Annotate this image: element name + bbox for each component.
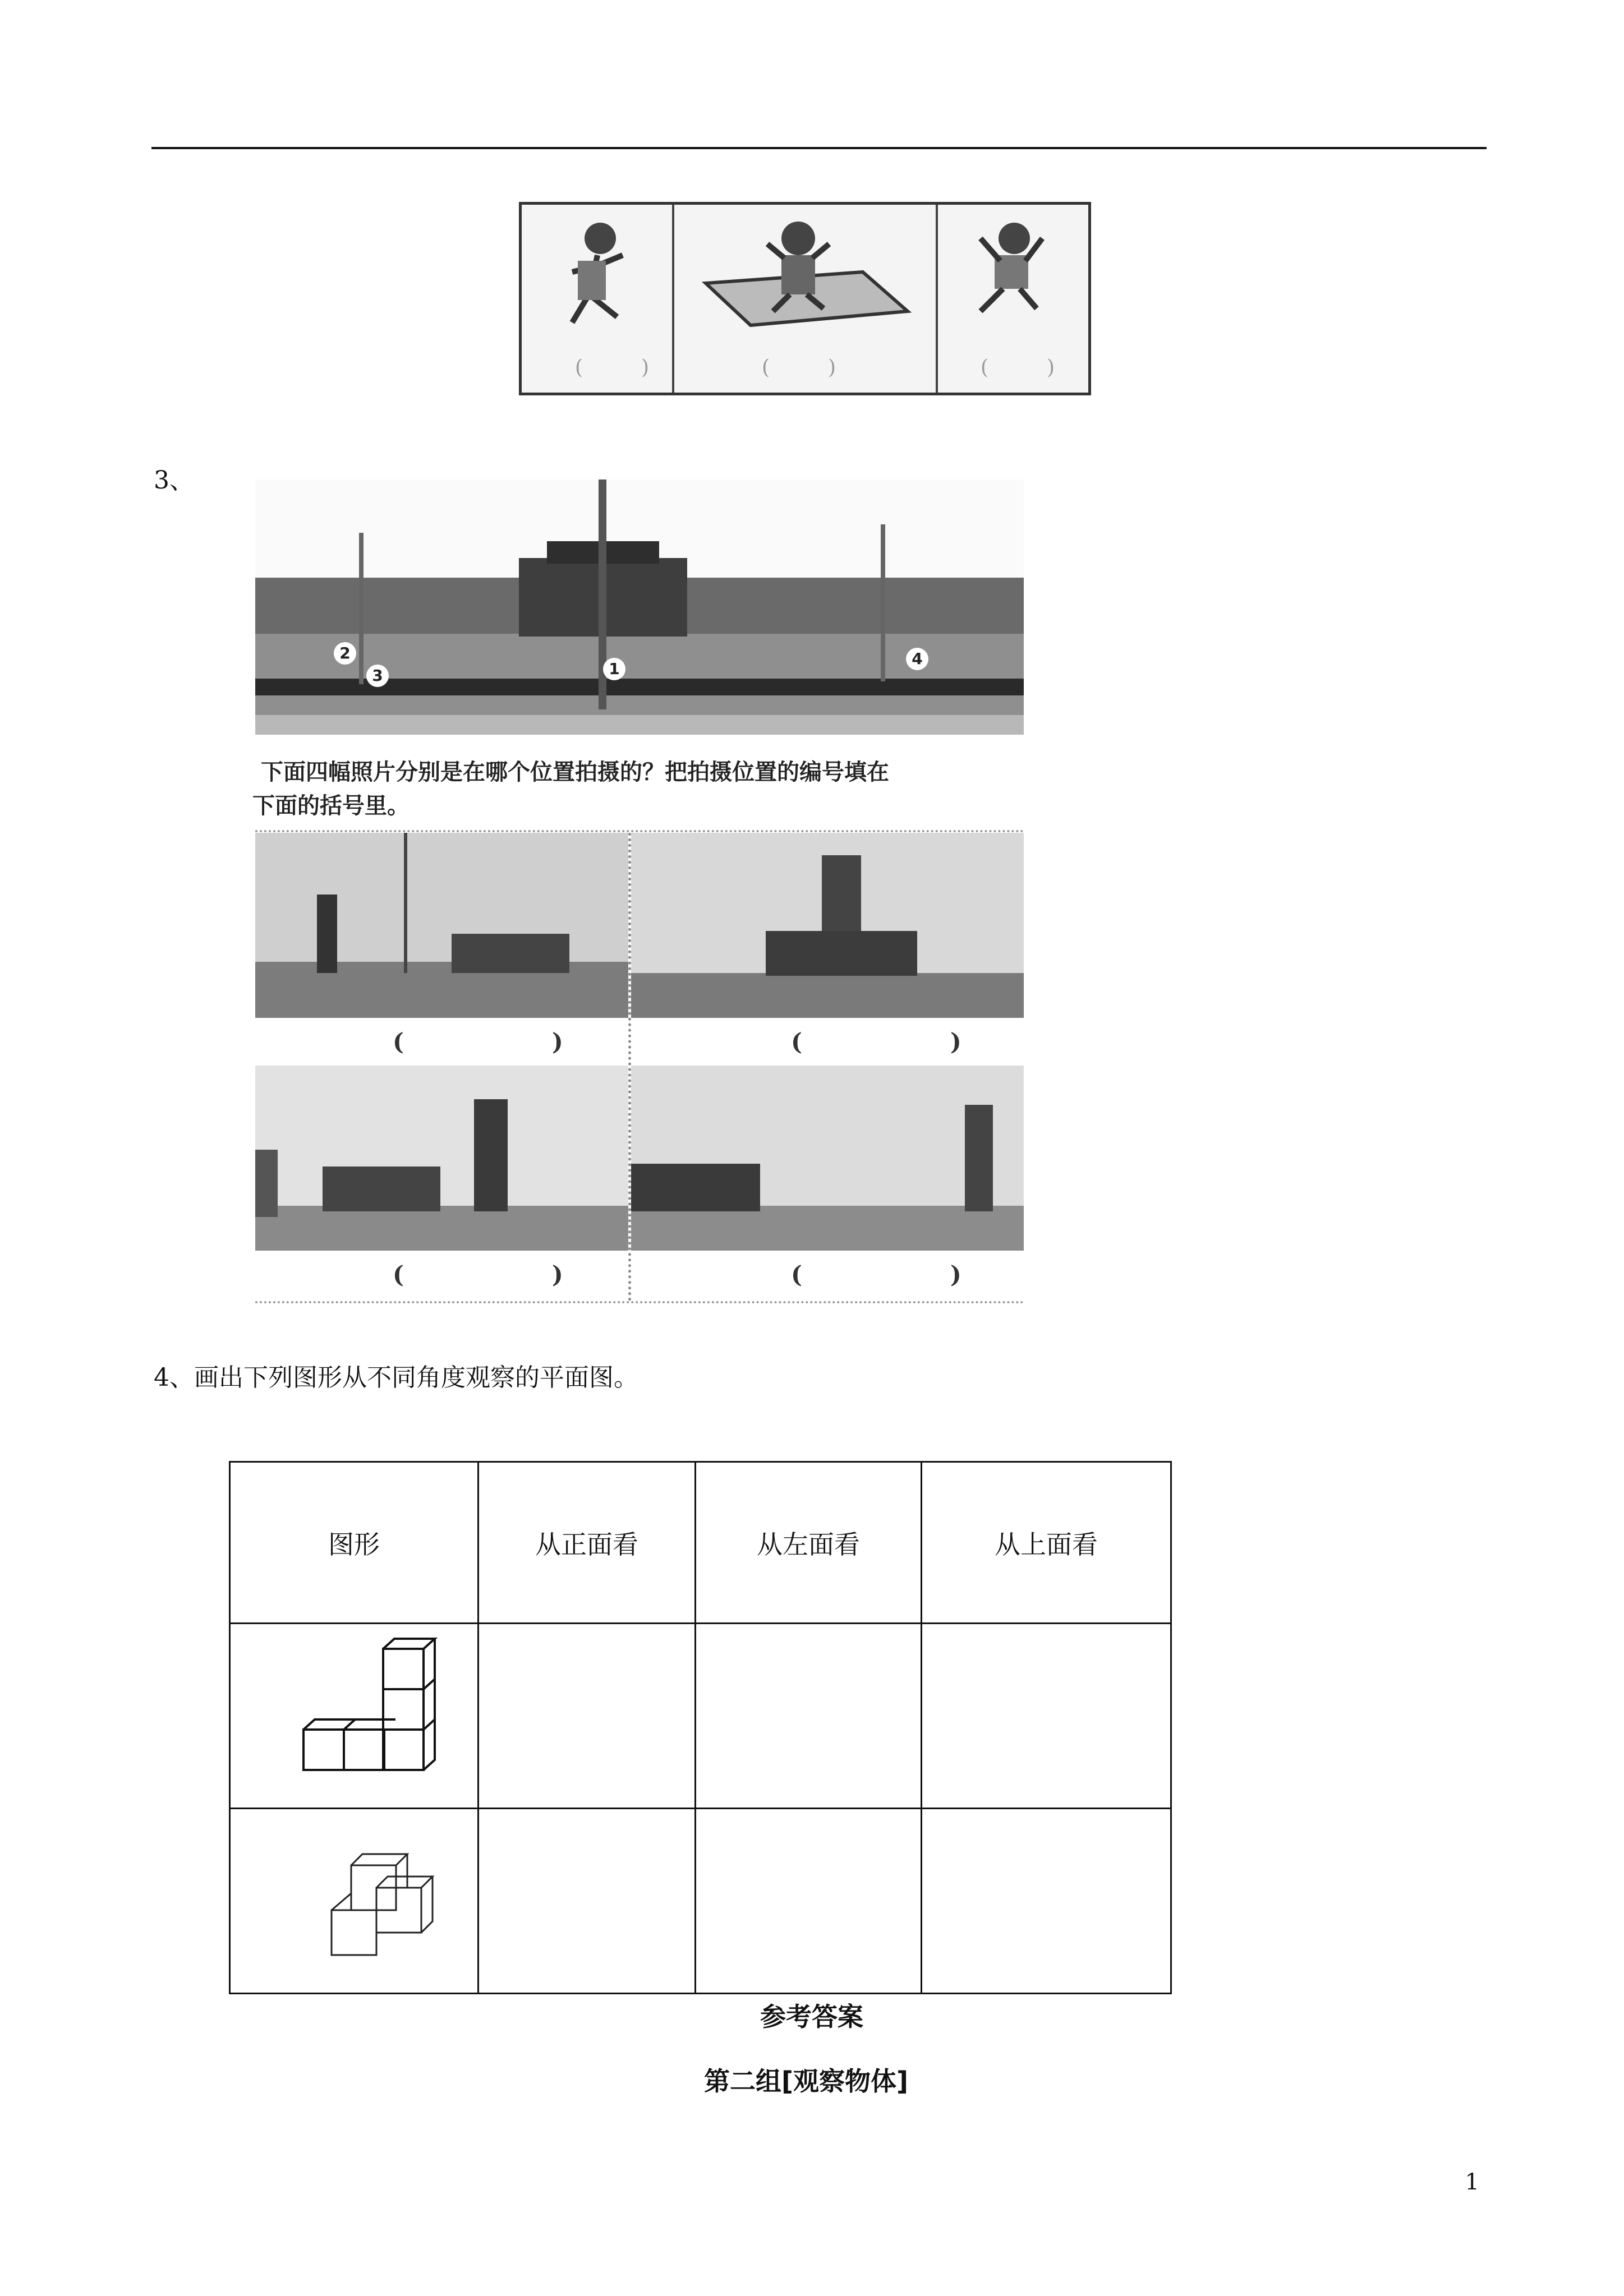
views-table [229,1461,1172,1994]
cube-stack-shape-1 [231,1624,477,1801]
shape-2-top-answer[interactable] [922,1809,1171,1994]
jump-mat-panel [672,205,938,393]
photo-d-paren: ( ) [791,1261,995,1288]
square-overview-photo [255,480,1024,735]
shape-1-top-answer[interactable] [922,1624,1171,1809]
question3-instruction-line2: 下面的括号里。 [252,793,410,819]
marker-2: 2 [334,642,356,665]
paren-1: ( ) [575,356,669,379]
shape-1-front-answer[interactable] [479,1624,696,1809]
cube-stack-shape-2 [231,1809,477,1986]
marker-4: 4 [906,648,928,670]
header-left-view: 从左面看 [696,1462,922,1624]
question2-picture-strip [519,202,1091,395]
photo-d [631,1066,1024,1251]
question3-instruction-line1: 下面四幅照片分别是在哪个位置拍摄的？把拍摄位置的编号填在 [261,759,889,785]
question3-number: 3、 [154,466,194,495]
photo-grid-top-line [255,830,1024,832]
marker-3: 3 [366,665,389,687]
photo-grid-bottom-line [255,1301,1024,1303]
answers-title: 参考答案 [760,2002,863,2032]
jumping-child-panel [936,205,1083,393]
photo-c [255,1066,628,1251]
paren-3: ( ) [981,356,1074,379]
header-front-view: 从正面看 [479,1462,696,1624]
square-scene [255,480,1024,735]
question4-text: 4、画出下列图形从不同角度观察的平面图。 [154,1363,638,1392]
shape-2-left-answer[interactable] [696,1809,922,1994]
photo-a [255,833,628,1018]
photo-c-paren: ( ) [393,1261,597,1288]
answers-subtitle: 第二组[观察物体] [704,2066,909,2096]
running-child-panel [522,205,674,393]
marker-1: 1 [603,658,625,680]
shape-2-front-answer[interactable] [479,1809,696,1994]
shape-1-cell [230,1624,479,1809]
page-number: 1 [1465,2169,1479,2195]
photo-a-paren: ( ) [393,1028,597,1055]
header-rule [151,147,1487,149]
shape-2-cell [230,1809,479,1994]
photo-b-paren: ( ) [791,1028,995,1055]
photo-b [631,833,1024,1018]
header-top-view: 从上面看 [922,1462,1171,1624]
shape-1-left-answer[interactable] [696,1624,922,1809]
header-shape: 图形 [230,1462,479,1624]
paren-2: ( ) [762,356,855,379]
photo-grid-divider [628,833,631,1301]
